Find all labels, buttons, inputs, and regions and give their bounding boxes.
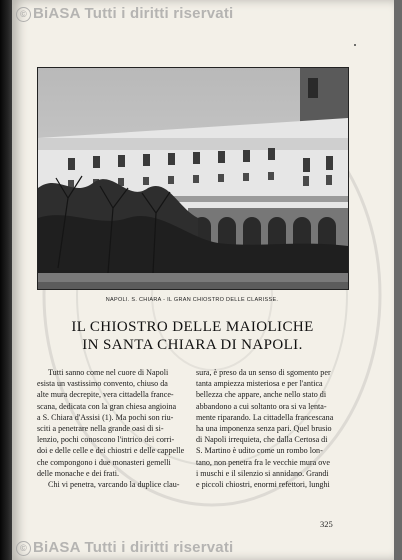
col2-line: ha una imponenza senza pari. Quel brusio [196, 424, 332, 434]
col1-line: alte mura decrepite, vera cittadella france- [37, 390, 174, 400]
col2-line: S. Martino è udito come un rombo lon- [196, 446, 323, 456]
cloister-photo [37, 67, 349, 290]
cloister-photo-image [38, 68, 348, 289]
col1-line: delle monache e dei frati. [37, 468, 120, 478]
col2-line: tano, non penetra fra le vecchie mura ove [196, 457, 330, 467]
article-title-line-1: IL CHIOSTRO DELLE MAIOLICHE [71, 319, 314, 335]
print-speck [354, 44, 356, 46]
photo-caption: NAPOLI. S. CHIARA - IL GRAN CHIOSTRO DELLE CLARISSE. [105, 297, 279, 303]
col1-line: lenzio, pochi conoscono l'intrico dei corri- [37, 435, 175, 445]
watermark-text: BiASA Tutti i diritti riservati [33, 539, 234, 556]
col2-line: e piccoli chiostri, enormi refettori, lunghi [196, 480, 330, 490]
text-column-right [196, 367, 344, 490]
col1-line: esista un vastissimo convento, chiuso da [37, 379, 168, 389]
watermark-text: BiASA Tutti i diritti riservati [33, 5, 234, 22]
text-column-left [37, 367, 185, 490]
col2-line: bellezza che appare, anche nello stato di [196, 390, 327, 400]
book-binding [0, 0, 12, 560]
copyright-icon: © [16, 541, 31, 556]
article-title-line-2: IN SANTA CHIARA DI NAPOLI. [82, 337, 303, 353]
col2-line: abbandono a cui soltanto ora si va lenta- [196, 401, 327, 411]
col2-line: mente riparando. La cittadella francescana [196, 412, 334, 422]
copyright-watermark-top [16, 5, 233, 22]
col2-line: tanta ampiezza misteriosa e per l'antica [196, 379, 323, 389]
col1-line: scana, dedicata con la gran chiesa angioina [37, 401, 177, 411]
page-number: 325 [320, 519, 333, 529]
copyright-watermark-bottom [16, 539, 233, 556]
col2-line: i muschi e il silenzio si annidano. Grandi [196, 468, 329, 478]
col1-line: Tutti sanno come nel cuore di Napoli [48, 368, 169, 377]
col2-line: di Napoli irrequieta, che dalla Certosa di [196, 435, 328, 445]
copyright-icon: © [16, 7, 31, 22]
col1-line: sciti a penetrare nella grande oasi di si- [37, 424, 164, 434]
page-edge [394, 0, 402, 560]
col1-line: doi e delle celle e dei chiostri e delle cappelle [37, 446, 185, 456]
col1-line: Chi vi penetra, varcando la duplice clau- [48, 480, 180, 490]
article-title [40, 318, 345, 354]
col2-line: sura, è preso da un senso di sgomento per [196, 368, 331, 377]
col1-line: che compongono i due monasteri gemelli [37, 457, 171, 467]
col1-line: a S. Chiara d'Assisi (1). Ma pochi son riu- [37, 412, 174, 422]
